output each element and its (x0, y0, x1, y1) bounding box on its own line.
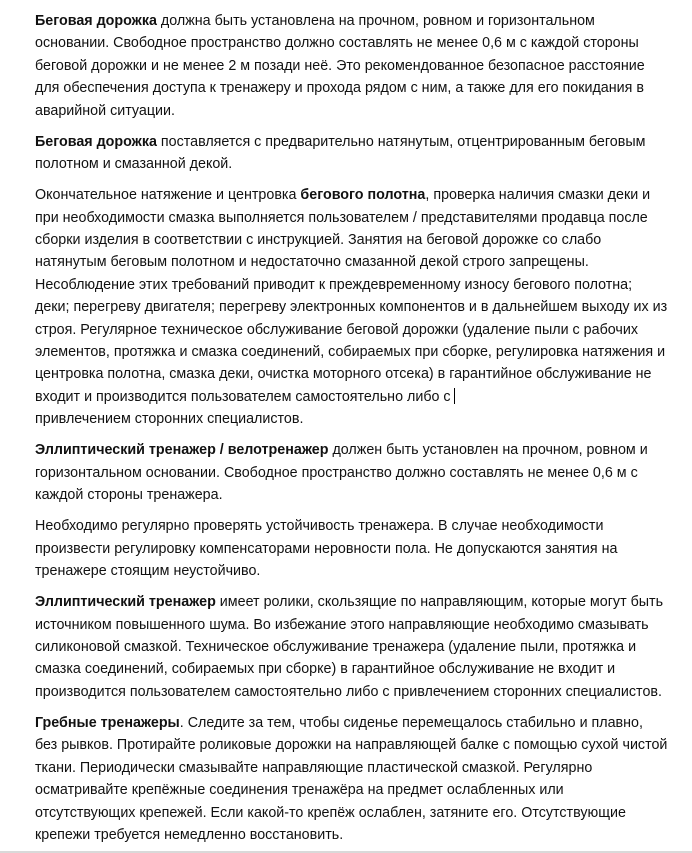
paragraph-text: имеет ролики, скользящие по направляющим, которые могут быть источником повышенного шума. Во избежание этого направляющие необходимо смазывать силиконовой смазкой. Техническое обслуживание тренажера (удаление пыли, протяжка и смазка соединений, собираемых при сборке) в гарантийное обслуживание не входит и производится пользователем самостоятельно либо с привлечением сторонних специалистов. (35, 594, 664, 700)
paragraph-text: поставляется с предварительно натянутым, отцентрированным беговым полотном и смазанной декой. (35, 133, 646, 173)
paragraph-text: должен быть установлен на прочном, ровном и горизонтальном основании. Свободное пространство должно составлять не менее 0,6 м с каждой стороны тренажера. (35, 442, 648, 504)
paragraph-elliptical-rollers[interactable] (35, 591, 668, 703)
paragraph-elliptical-installation[interactable] (35, 439, 668, 506)
paragraph-text: Необходимо регулярно проверять устойчивость тренажера. В случае необходимости произвести регулировку компенсаторами неровности пола. Не допускаются занятия на тренажере стоящим неустойчиво. (35, 518, 618, 580)
paragraph-text-lead: Окончательное натяжение и центровка (35, 187, 301, 204)
paragraph-text-tail: привлечением сторонних специалистов. (35, 411, 304, 428)
paragraph-belt-tension[interactable] (35, 184, 668, 430)
bold-term: Беговая дорожка (35, 133, 157, 150)
paragraph-treadmill-installation[interactable] (35, 10, 668, 122)
paragraph-rowing-machines[interactable] (35, 712, 668, 846)
bold-term: Беговая дорожка (35, 13, 157, 29)
bold-term: бегового полотна (300, 187, 426, 204)
paragraph-treadmill-delivery[interactable] (35, 131, 668, 176)
bold-term: Эллиптический тренажер (35, 594, 216, 611)
text-cursor (454, 388, 455, 404)
bold-term: Гребные тренажеры (35, 714, 180, 731)
paragraph-text: , проверка наличия смазки деки и при необходимости смазка выполняется пользователем / представителями продавца после сборки изделия в соответствии с инструкцией. Занятия на беговой дорожке со слабо натянутым беговым полотном и недостаточно смазанной декой строго запрещены. Несоблюдение этих требований приводит к преждевременному износу бегового полотна; деки; перегреву двигателя; перегреву электронных компонентов и в дальнейшем выходу их из строя. Регулярное техническое обслуживание беговой дорожки (удаление пыли с рабочих элементов, протяжка и смазка соединений, собираемых при сборке, регулировка натяжения и центровка полотна, смазка деки, очистка моторного отсека) в гарантийное обслуживание не входит и производится пользователем самостоятельно либо с (35, 187, 668, 405)
paragraph-text: должна быть установлена на прочном, ровном и горизонтальном основании. Свободное пространство должно составлять не менее 0,6 м с каждой стороны беговой дорожки и не менее 2 м позади неё. Это рекомендованное безопасное расстояние для обеспечения доступа к тренажеру и прохода рядом с ним, а также для его покидания в аварийной ситуации. (35, 13, 645, 119)
paragraph-stability[interactable] (35, 515, 668, 582)
paragraph-text: . Следите за тем, чтобы сиденье перемещалось стабильно и плавно, без рывков. Протирайте роликовые дорожки на направляющей балке с помощью сухой чистой ткани. Периодически смазывайте направляющие пластической смазкой. Регулярно осматривайте крепёжные соединения тренажёра на предмет ослабленных или отсутствующих крепежей. Если какой-то крепёж ослаблен, затяните его. Отсутствующие крепежи требуется немедленно восстановить. (35, 714, 668, 843)
bold-term: Эллиптический тренажер / велотренажер (35, 442, 329, 459)
